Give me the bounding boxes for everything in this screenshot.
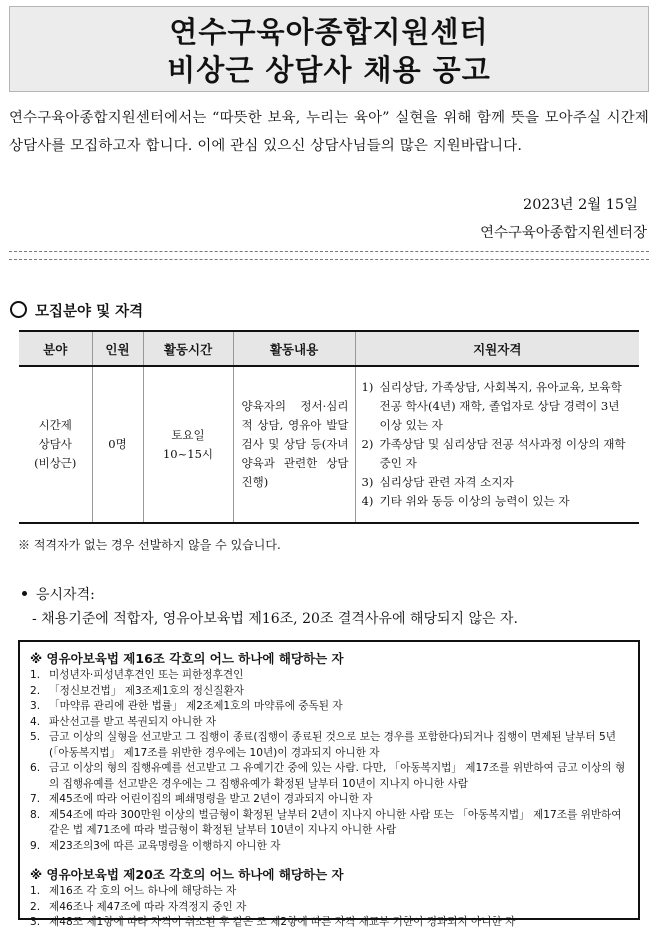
qualification-num: 2) bbox=[361, 437, 374, 451]
header-time: 활동시간 bbox=[143, 331, 233, 366]
intro-paragraph: 연수구육아종합지원센터에서는 “따뜻한 보육, 누리는 육아” 실현을 위해 함께 뜻을 모아주실 시간제 상담사를 모집하고자 합니다. 이에 관심 있으신 상담사님들의 많은 지원바랍니다. bbox=[9, 110, 649, 154]
disqualification-box bbox=[18, 640, 640, 928]
list-item bbox=[30, 915, 630, 931]
qualification-text: 심리상담, 가족상담, 사회복지, 유아교육, 보육학 전공 학사(4년) 재학, 졸업자로 상담 경력이 3년 이상 있는 자 bbox=[379, 380, 622, 432]
box-title-article16: ※ 영유아보육법 제16조 각호의 어느 하나에 해당하는 자 bbox=[30, 651, 344, 666]
table-row bbox=[19, 366, 639, 523]
cell-content: 양육자의 정서·심리적 상담, 영유아 발달 검사 및 상담 등(자녀 양육과 관련한 상담 진행) bbox=[233, 366, 355, 523]
item-text: 금고 이상의 실형을 선고받고 그 집행이 종료(집행이 종료된 것으로 보는 경우를 포함한다)되거나 집행이 면제된 날부터 5년(「아동복지법」 제17조를 위반한 경우에는 10년)이 경과되지 아니한 자 bbox=[49, 731, 616, 759]
qualification-item bbox=[362, 435, 634, 473]
time-line: 10~15시 bbox=[162, 446, 213, 461]
field-line: (비상근) bbox=[34, 456, 77, 470]
page-title: 연수구육아종합지원센터 bbox=[169, 15, 489, 49]
item-text: 「정신보건법」 제3조제1호의 정신질환자 bbox=[49, 684, 244, 697]
page-subtitle: 비상근 상담사 채용 공고 bbox=[167, 53, 491, 87]
box-title-article20: ※ 영유아보육법 제20조 각호의 어느 하나에 해당하는 자 bbox=[30, 867, 344, 882]
qualification-num: 4) bbox=[361, 494, 374, 508]
qualification-num: 3) bbox=[361, 475, 374, 489]
item-num: 2. bbox=[30, 684, 41, 697]
list-item bbox=[30, 792, 630, 808]
list-item bbox=[30, 839, 630, 855]
header-content: 활동내용 bbox=[233, 331, 355, 366]
section-heading-label: 모집분야 및 자격 bbox=[35, 304, 144, 320]
time-line: 토요일 bbox=[171, 427, 205, 442]
item-text: 제46조나 제47조에 따라 자격정지 중인 자 bbox=[49, 900, 247, 913]
qualification-num: 1) bbox=[361, 380, 374, 394]
item-text: 제16조 각 호의 어느 하나에 해당하는 자 bbox=[49, 885, 237, 897]
item-text: 금고 이상의 형의 집행유예를 선고받고 그 유예기간 중에 있는 사람. 다만, 「아동복지법」 제17조를 위반하여 금고 이상의 형의 집행유예를 선고받은 경우에는 그 집행유예가 확정된 날부터 10년이 지나지 아니한 사람 bbox=[49, 762, 626, 790]
item-text: 제54조에 따라 300만원 이상의 벌금형이 확정된 날부터 2년이 지나지 아니한 사람 또는 「아동복지법」 제17조를 위반하여 같은 법 제71조에 따라 벌금형이 확정된 날부터 10년이 지나지 아니한 사람 bbox=[49, 808, 622, 836]
list-item bbox=[30, 715, 630, 731]
bullet-icon bbox=[22, 591, 27, 596]
divider bbox=[9, 251, 649, 260]
header-qualifications: 지원자격 bbox=[355, 331, 639, 366]
cell-field bbox=[19, 366, 92, 523]
header-field: 분야 bbox=[19, 331, 92, 366]
qualification-item bbox=[362, 378, 634, 435]
eligibility-heading bbox=[22, 584, 95, 604]
qualification-text: 심리상담 관련 자격 소지자 bbox=[379, 475, 514, 489]
item-text: 제23조의3에 따른 교육명령을 이행하지 아니한 자 bbox=[49, 839, 281, 852]
list-item bbox=[30, 684, 630, 700]
item-num: 3. bbox=[30, 700, 41, 712]
eligibility-heading-label: 응시자격: bbox=[36, 587, 95, 603]
cell-qualifications bbox=[355, 366, 639, 523]
item-num: 5. bbox=[30, 731, 41, 743]
item-num: 7. bbox=[30, 793, 41, 805]
item-num: 6. bbox=[30, 762, 41, 774]
qualification-text: 가족상담 및 심리상담 전공 석사과정 이상의 재학 중인 자 bbox=[379, 437, 626, 470]
qualification-item bbox=[362, 492, 634, 511]
item-num: 3. bbox=[30, 916, 41, 928]
list-item bbox=[30, 730, 630, 761]
announcement-date: 2023년 2월 15일 bbox=[523, 197, 638, 213]
item-num: 4. bbox=[30, 715, 41, 728]
issuer-name: 연수구육아종합지원센터장 bbox=[480, 225, 647, 241]
list-item bbox=[30, 884, 630, 900]
item-text: 파산선고를 받고 복권되지 아니한 자 bbox=[49, 715, 216, 728]
header-count: 인원 bbox=[92, 331, 143, 366]
recruitment-table bbox=[19, 330, 639, 524]
section-heading bbox=[10, 300, 143, 321]
field-line: 상담사 bbox=[38, 437, 72, 451]
title-box bbox=[9, 6, 649, 92]
item-text: 제45조에 따라 어린이집의 폐쇄명령을 받고 2년이 경과되지 아니한 자 bbox=[49, 793, 373, 805]
cell-time bbox=[143, 366, 233, 523]
item-text: 「마약류 관리에 관한 법률」 제2조제1호의 마약류에 중독된 자 bbox=[49, 700, 343, 712]
qualification-item bbox=[362, 473, 634, 492]
qualification-text: 기타 위와 동등 이상의 능력이 있는 자 bbox=[379, 494, 570, 508]
list-item bbox=[30, 668, 630, 684]
item-num: 1. bbox=[30, 669, 41, 681]
item-num: 2. bbox=[30, 900, 41, 913]
field-line: 시간제 bbox=[38, 418, 72, 432]
list-item bbox=[30, 808, 630, 839]
selection-note: ※ 적격자가 없는 경우 선발하지 않을 수 있습니다. bbox=[18, 538, 281, 552]
eligibility-body: - 채용기준에 적합자, 영유아보육법 제16조, 20조 결격사유에 해당되지 않은 자. bbox=[32, 611, 518, 627]
list-item bbox=[30, 761, 630, 792]
item-num: 8. bbox=[30, 808, 41, 821]
list-item bbox=[30, 900, 630, 916]
cell-count: 0명 bbox=[92, 366, 143, 523]
circle-icon bbox=[10, 301, 27, 318]
item-text: 제48조 제1항에 따라 자격이 취소된 후 같은 조 제2항에 따른 자격 재교부 기한이 경과되지 아니한 자 bbox=[49, 916, 516, 928]
list-item bbox=[30, 699, 630, 715]
item-num: 9. bbox=[30, 839, 41, 852]
table-header-row bbox=[19, 331, 639, 366]
item-num: 1. bbox=[30, 885, 41, 897]
item-text: 미성년자·피성년후견인 또는 피한정후견인 bbox=[49, 669, 244, 681]
